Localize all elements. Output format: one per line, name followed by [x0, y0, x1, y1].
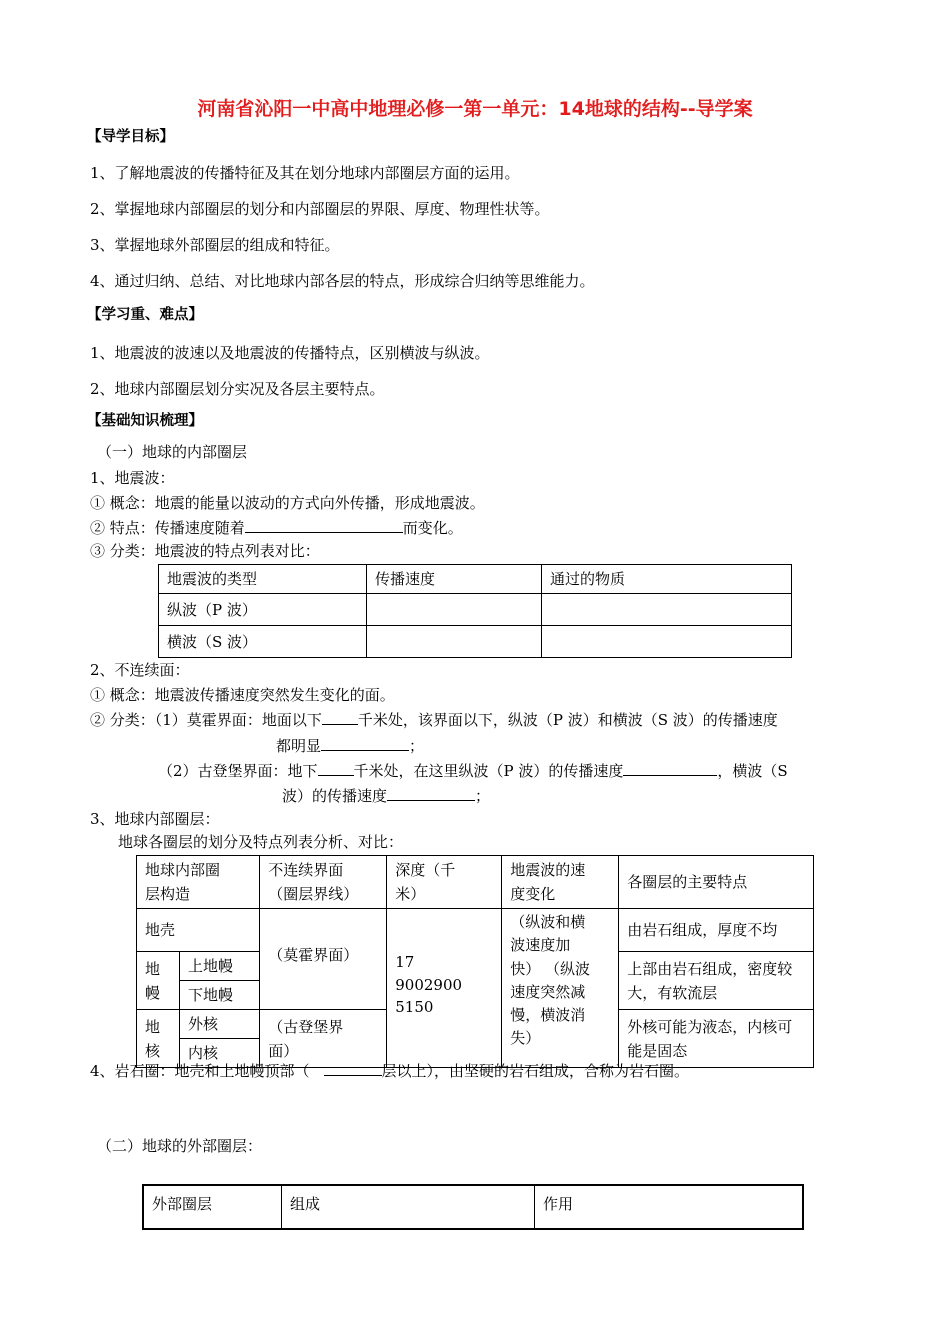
q2-moho-text-d: ； [409, 737, 425, 755]
answer-blank[interactable] [318, 761, 354, 776]
layer-table-header [260, 856, 387, 909]
answer-blank[interactable] [623, 761, 717, 776]
inner-core-cell: 内核 [180, 1039, 260, 1068]
outer-table-header: 组成 [282, 1185, 535, 1229]
q4-text-b: 层以上），由坚硬的岩石组成，合称为岩石圈。 [381, 1062, 690, 1080]
goal-2: 2、掌握地球内部圈层的划分和内部圈层的界限、厚度、物理性状等。 [90, 200, 550, 218]
layer-table-header [502, 856, 619, 909]
answer-blank[interactable] [321, 736, 409, 751]
speed-text: （纵波和横 [510, 913, 586, 931]
depth-value: 5150 [395, 998, 434, 1016]
gutenberg-text: （古登堡界 [268, 1017, 344, 1036]
mantle-text: 地 [145, 959, 161, 978]
speed-text: 波速度加 [510, 936, 571, 955]
q2-gutenberg [158, 761, 788, 780]
depth-cell [387, 909, 502, 1068]
goal-1: 1、了解地震波的传播特征及其在划分地球内部圈层方面的运用。 [90, 164, 520, 182]
layer-table-header [137, 856, 260, 909]
answer-blank[interactable] [387, 786, 475, 801]
q4-lithosphere [90, 1061, 689, 1080]
q2-gu-text-e: ； [475, 787, 491, 805]
q1-feature-text-b: 而变化。 [402, 519, 463, 537]
depth-value: 9002900 [395, 975, 463, 994]
mantle-text: 幔 [145, 983, 161, 1002]
goal-3: 3、掌握地球外部圈层的组成和特征。 [90, 236, 340, 254]
outer-heading: （二）地球的外部圈层： [97, 1137, 263, 1155]
q2-concept: ① 概念：地震波传播速度突然发生变化的面。 [90, 686, 395, 704]
q3-heading: 3、地球内部圈层： [90, 810, 220, 828]
speed-cell [502, 909, 619, 1068]
table-cell[interactable] [367, 594, 542, 626]
q1-heading: 1、地震波： [90, 469, 175, 487]
wave-type-p: 纵波（P 波） [159, 594, 367, 626]
header-text: 度变化 [510, 885, 556, 903]
header-text: （圈层界线） [268, 885, 359, 903]
moho-cell: （莫霍界面） [260, 909, 387, 1010]
q2-gu-text-c: ，横波（S [717, 762, 788, 780]
key-header: 【学习重、难点】 [87, 307, 203, 323]
mantle-cell [137, 952, 180, 1010]
feature-mantle [619, 952, 814, 1010]
wave-table-header: 通过的物质 [542, 565, 792, 594]
answer-blank[interactable] [324, 1061, 382, 1076]
gutenberg-text: 面） [268, 1041, 299, 1060]
table-cell[interactable] [542, 594, 792, 626]
feature-text: 上部由岩石组成，密度较 [627, 959, 793, 978]
q2-heading: 2、不连续面： [90, 661, 190, 679]
key-1: 1、地震波的波速以及地震波的传播特点，区别横波与纵波。 [90, 344, 490, 362]
lower-mantle-cell: 下地幔 [180, 981, 260, 1010]
feature-core [619, 1010, 814, 1068]
outer-core-cell: 外核 [180, 1010, 260, 1039]
feature-text: 外核可能为液态，内核可 [627, 1017, 793, 1036]
header-text: 地震波的速 [510, 861, 586, 879]
q2-moho [90, 710, 778, 729]
q2-gu-text-d: 波）的传播速度 [282, 787, 388, 805]
feature-crust: 由岩石组成，厚度不均 [619, 909, 814, 952]
page-title: 河南省沁阳一中高中地理必修一第一单元：14地球的结构--导学案 [197, 98, 753, 120]
key-2: 2、地球内部圈层划分实况及各层主要特点。 [90, 380, 385, 398]
feature-text: 能是固态 [627, 1041, 688, 1060]
layer-table-header: 各圈层的主要特点 [619, 856, 814, 909]
q2-moho-text-a: ② 分类：（1）莫霍界面：地面以下 [90, 711, 322, 729]
header-text: 不连续界面 [268, 861, 344, 879]
speed-text: 速度突然减 [510, 982, 586, 1001]
wave-table [158, 564, 792, 658]
feature-text: 大，有软流层 [627, 983, 718, 1002]
wave-table-header: 地震波的类型 [159, 565, 367, 594]
speed-text: 慢，横波消 [510, 1006, 586, 1024]
q2-gu-text-a: （2）古登堡界面：地下 [158, 762, 318, 780]
q1-concept: ① 概念：地震的能量以波动的方式向外传播，形成地震波。 [90, 494, 485, 512]
goals-header: 【导学目标】 [87, 129, 174, 145]
core-text: 核 [145, 1041, 161, 1060]
header-text: 地球内部圈 [145, 861, 221, 879]
answer-blank[interactable] [322, 710, 358, 725]
q1-feature [90, 518, 463, 537]
q1-classification: ③ 分类：地震波的特点列表对比： [90, 542, 320, 560]
header-text: 米） [395, 885, 426, 903]
table-cell[interactable] [542, 626, 792, 658]
q1-feature-text-a: ② 特点：传播速度随着 [90, 519, 245, 537]
header-text: 深度（千 [395, 861, 456, 879]
core-text: 地 [145, 1017, 161, 1036]
q3-intro: 地球各圈层的划分及特点列表分析、对比： [118, 833, 404, 851]
speed-text: 失） [510, 1029, 541, 1048]
q4-text-a: 4、岩石圈：地壳和上地幔顶部（ [90, 1062, 310, 1080]
wave-table-header: 传播速度 [367, 565, 542, 594]
layer-table [136, 855, 814, 1068]
inner-heading: （一）地球的内部圈层 [97, 443, 248, 461]
q2-moho-text-c: 都明显 [276, 737, 322, 755]
q2-moho-cont [276, 736, 424, 755]
header-text: 层构造 [145, 885, 191, 903]
wave-type-s: 横波（S 波） [159, 626, 367, 658]
speed-text: 快） （纵波 [510, 959, 591, 978]
outer-table [142, 1184, 804, 1230]
q2-gu-text-b: 千米处，在这里纵波（P 波）的传播速度 [353, 762, 624, 780]
q2-moho-text-b: 千米处，该界面以下，纵波（P 波）和横波（S 波）的传播速度 [357, 711, 778, 729]
answer-blank[interactable] [245, 518, 403, 533]
core-cell [137, 1010, 180, 1068]
upper-mantle-cell: 上地幔 [180, 952, 260, 981]
layer-table-header [387, 856, 502, 909]
table-cell[interactable] [367, 626, 542, 658]
goal-4: 4、通过归纳、总结、对比地球内部各层的特点，形成综合归纳等思维能力。 [90, 272, 595, 290]
depth-value: 17 [395, 953, 415, 971]
gutenberg-cell [260, 1010, 387, 1068]
outer-table-header: 外部圈层 [143, 1185, 282, 1229]
crust-cell: 地壳 [137, 909, 260, 952]
basic-header: 【基础知识梳理】 [87, 413, 203, 429]
q2-gutenberg-cont [282, 786, 490, 805]
outer-table-header: 作用 [535, 1185, 804, 1229]
